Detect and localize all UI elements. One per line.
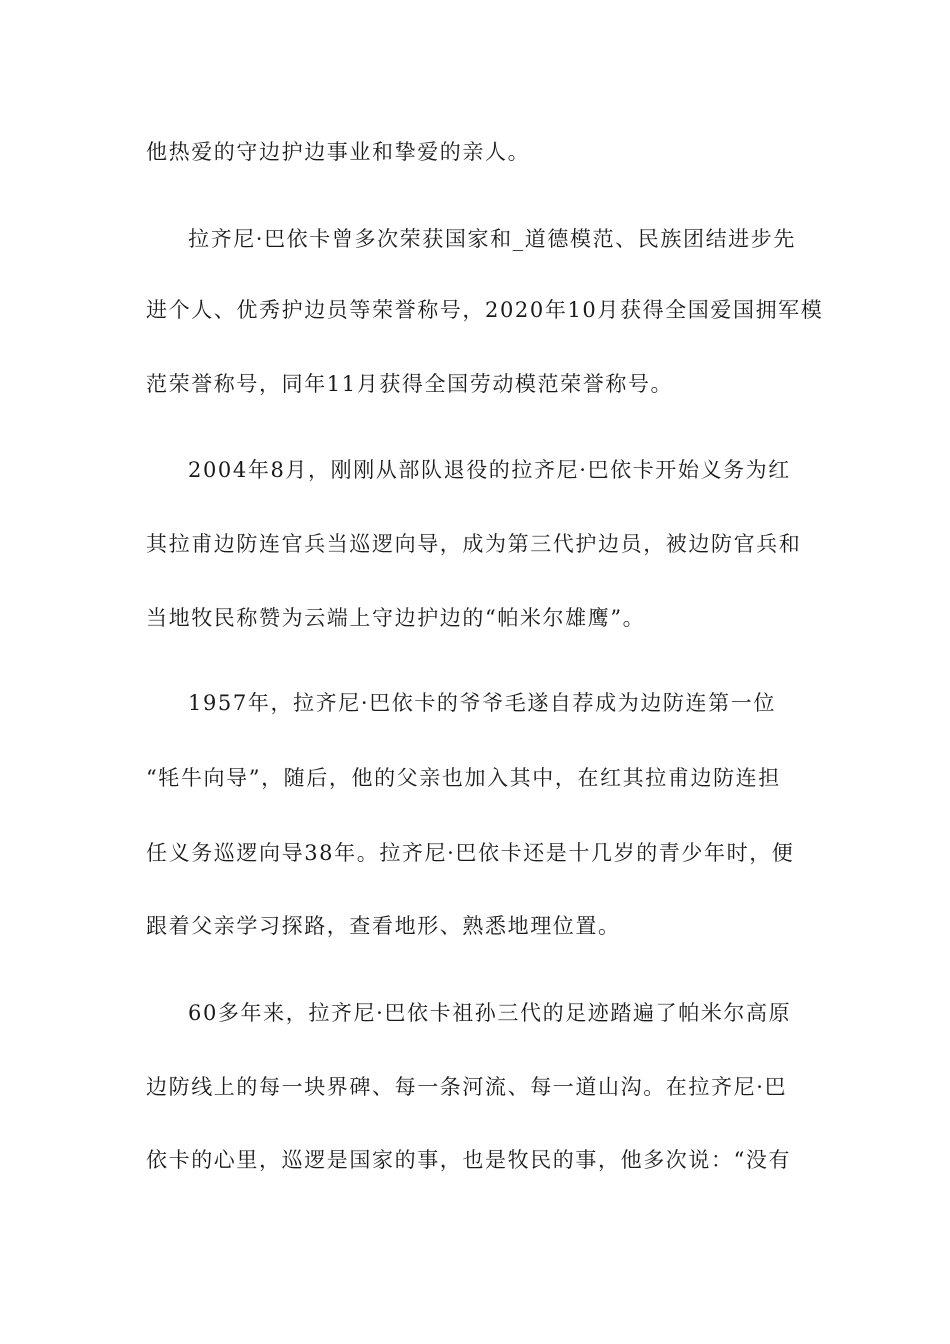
paragraph-5-line-2: 边防线上的每一块界碑、每一条河流、每一道山沟。在拉齐尼·巴 bbox=[146, 1075, 788, 1099]
paragraph-4-line-3: 任义务巡逻向导38年。拉齐尼·巴依卡还是十几岁的青少年时，便 bbox=[146, 841, 795, 865]
paragraph-1-line-1: 他热爱的守边护边事业和挚爱的亲人。 bbox=[146, 140, 531, 164]
paragraph-2-line-1: 拉齐尼·巴依卡曾多次荣获国家和_道德模范、民族团结进步先 bbox=[188, 227, 796, 251]
paragraph-4-line-4: 跟着父亲学习探路，查看地形、熟悉地理位置。 bbox=[146, 914, 621, 938]
paragraph-3-line-1: 2004年8月，刚刚从部队退役的拉齐尼·巴依卡开始义务为红 bbox=[188, 458, 791, 482]
paragraph-5-line-1: 60多年来，拉齐尼·巴依卡祖孙三代的足迹踏遍了帕米尔高原 bbox=[188, 1001, 792, 1025]
paragraph-4-line-2: “牦牛向导”，随后，他的父亲也加入其中，在红其拉甫边防连担 bbox=[146, 766, 781, 790]
paragraph-3-line-2: 其拉甫边防连官兵当巡逻向导，成为第三代护边员，被边防官兵和 bbox=[146, 532, 802, 556]
paragraph-5-line-3: 依卡的心里，巡逻是国家的事，也是牧民的事，他多次说：“没有 bbox=[146, 1148, 792, 1172]
paragraph-2-line-3: 范荣誉称号，同年11月获得全国劳动模范荣誉称号。 bbox=[146, 372, 674, 396]
paragraph-2-line-2: 进个人、优秀护边员等荣誉称号，2020年10月获得全国爱国拥军模 bbox=[146, 298, 824, 322]
paragraph-3-line-3: 当地牧民称赞为云端上守边护边的“帕米尔雄鹰”。 bbox=[146, 606, 646, 630]
paragraph-4-line-1: 1957年，拉齐尼·巴依卡的爷爷毛遂自荐成为边防连第一位 bbox=[188, 691, 776, 715]
